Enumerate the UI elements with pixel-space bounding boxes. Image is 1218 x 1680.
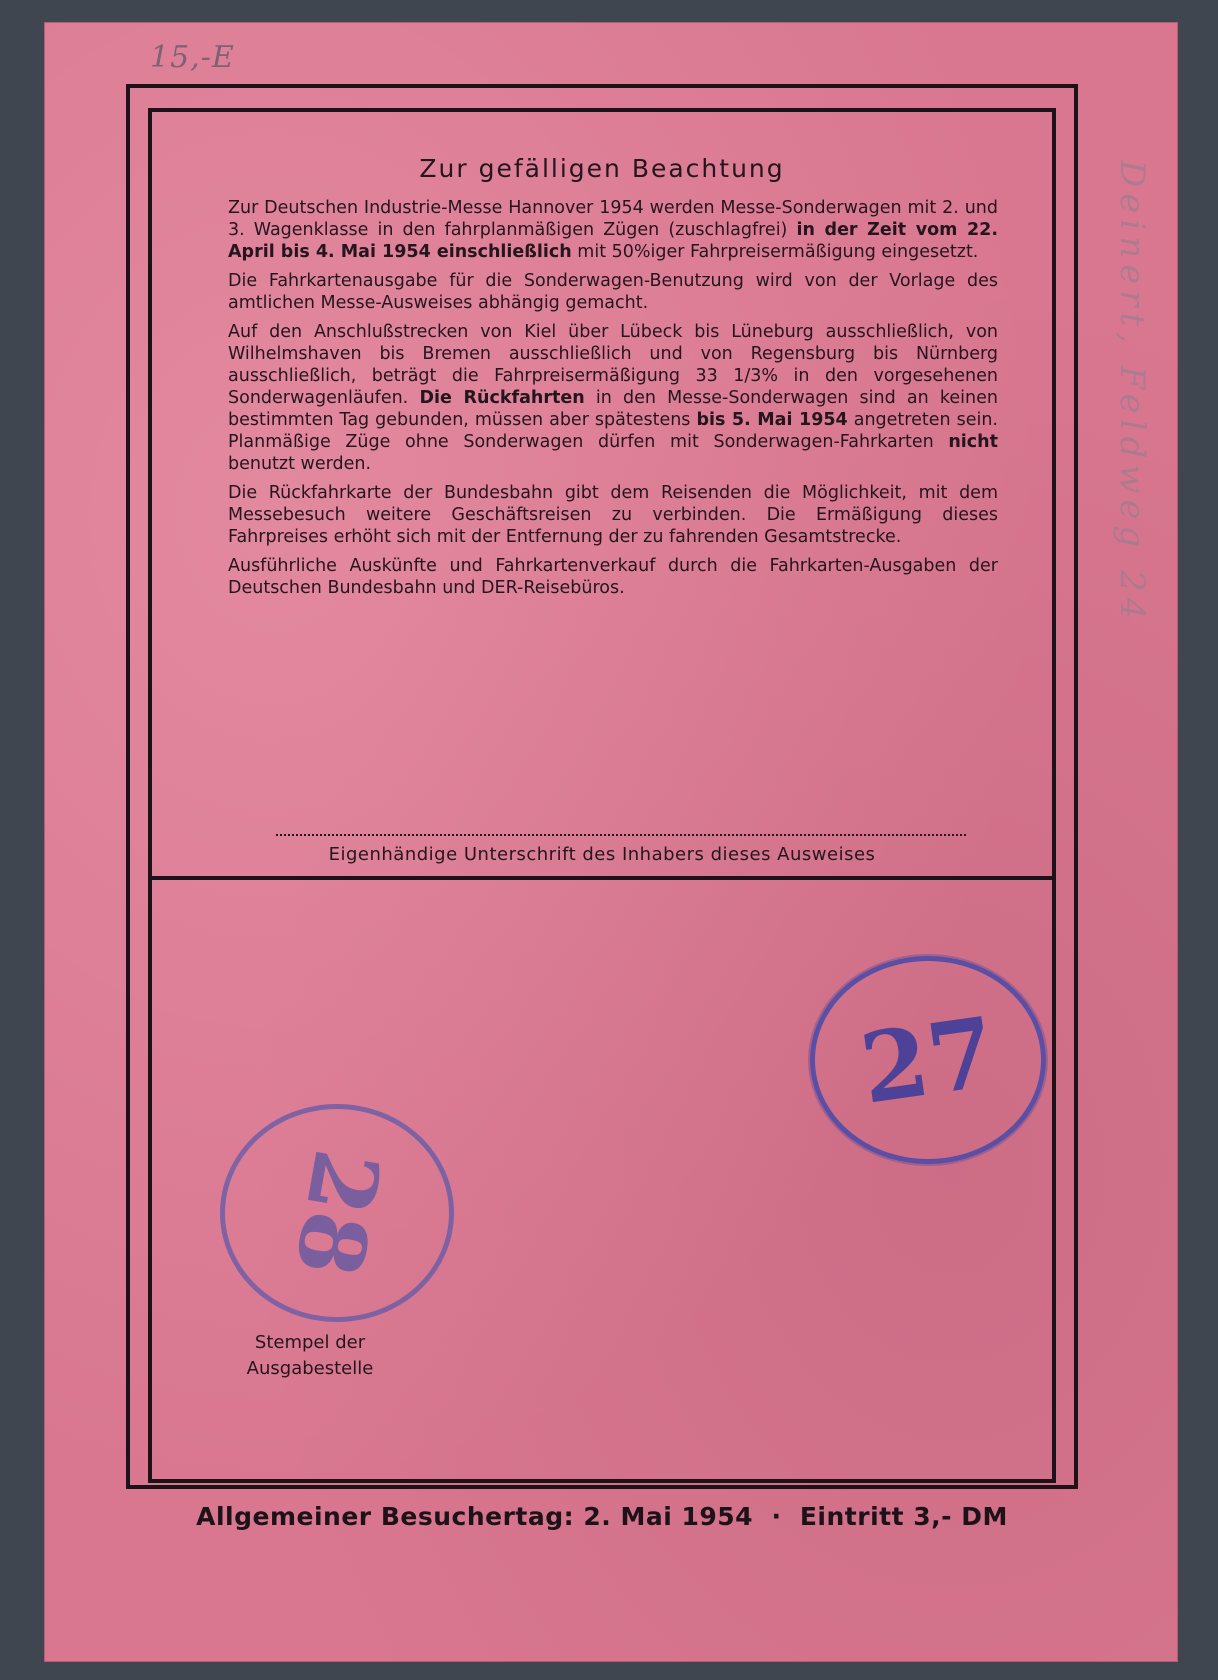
text-run: angetreten sein. Planmäßige Züge ohne Sonderwagen dürfen mit Sonderwagen-Fahrkarten (228, 410, 998, 452)
text-run: mit 50%iger Fahrpreisermäßigung eingesetzt. (571, 242, 979, 262)
handwritten-corner-note: 15,-E (150, 40, 235, 75)
text-run: benutzt werden. (228, 454, 372, 474)
stamp-number: 28 (273, 1142, 401, 1284)
paragraph-return-ticket: Die Rückfahrkarte der Bundesbahn gibt dem Reisenden die Möglichkeit, mit dem Messebesuch weitere Geschäftsreisen zu verbinden. Die Ermäßigung dieses Fahrpreises erhöht sich mit der Entfernung der zu fahrenden Gesamtstrecke. (228, 483, 998, 547)
paragraph-information: Ausführliche Auskünfte und Fahrkartenverkauf durch die Fahrkarten-Ausgaben der Deutschen Bundesbahn und DER-Reisebüros. (228, 556, 998, 598)
paragraph-connections (228, 321, 998, 475)
stamp-label-line: Stempel der (254, 1332, 366, 1353)
section-divider (148, 876, 1056, 880)
text-run: in den Messe-Sonderwagen sind an keinen bestimmten Tag gebunden, müssen aber spätestens (228, 388, 998, 430)
paragraph-ticket-issue: Die Fahrkartenausgabe für die Sonderwagen-Benutzung wird von der Vorlage des amtlichen Messe-Ausweises abhängig gemacht. (228, 271, 998, 313)
stamp-number: 27 (853, 994, 1003, 1126)
notice-body (228, 197, 998, 606)
text-run-bold: Die Rückfahrten (419, 388, 585, 408)
footer-visitor-day: Allgemeiner Besuchertag: 2. Mai 1954 · Eintritt 3,- DM (196, 1502, 1008, 1531)
text-run-bold: nicht (948, 432, 998, 452)
text-run: Zur Deutschen Industrie-Messe Hannover 1954 werden Messe-Sonderwagen mit 2. und 3. Wagenklasse in den fahrplanmäßigen Zügen (zuschlagfrei) (228, 198, 998, 240)
issuing-office-stamp-label (200, 1330, 420, 1382)
text-run: Auf den Anschlußstrecken von Kiel über Lübeck bis Lüneburg ausschließlich, von Wilhelmshaven bis Bremen ausschließlich und von Regensburg bis Nürnberg ausschließlich, beträgt die Fahrpreisermäßigung 33 1/3% in den vorgesehenen Sonderwagenläufen. (228, 322, 998, 408)
stamp-27 (810, 956, 1046, 1164)
handwritten-side-note: Deinert, Feldweg 24 (1112, 160, 1152, 626)
stamp-label-line: Ausgabestelle (246, 1358, 374, 1379)
signature-label: Eigenhändige Unterschrift des Inhabers dieses Ausweises (328, 844, 876, 865)
notice-title: Zur gefälligen Beachtung (419, 154, 785, 183)
signature-line (276, 834, 966, 836)
paragraph-special-cars (228, 197, 998, 263)
text-run-bold: in der Zeit vom 22. April bis 4. Mai 1954 einschließlich (228, 220, 998, 262)
stamp-28 (220, 1104, 454, 1322)
text-run-bold: bis 5. Mai 1954 (696, 410, 848, 430)
